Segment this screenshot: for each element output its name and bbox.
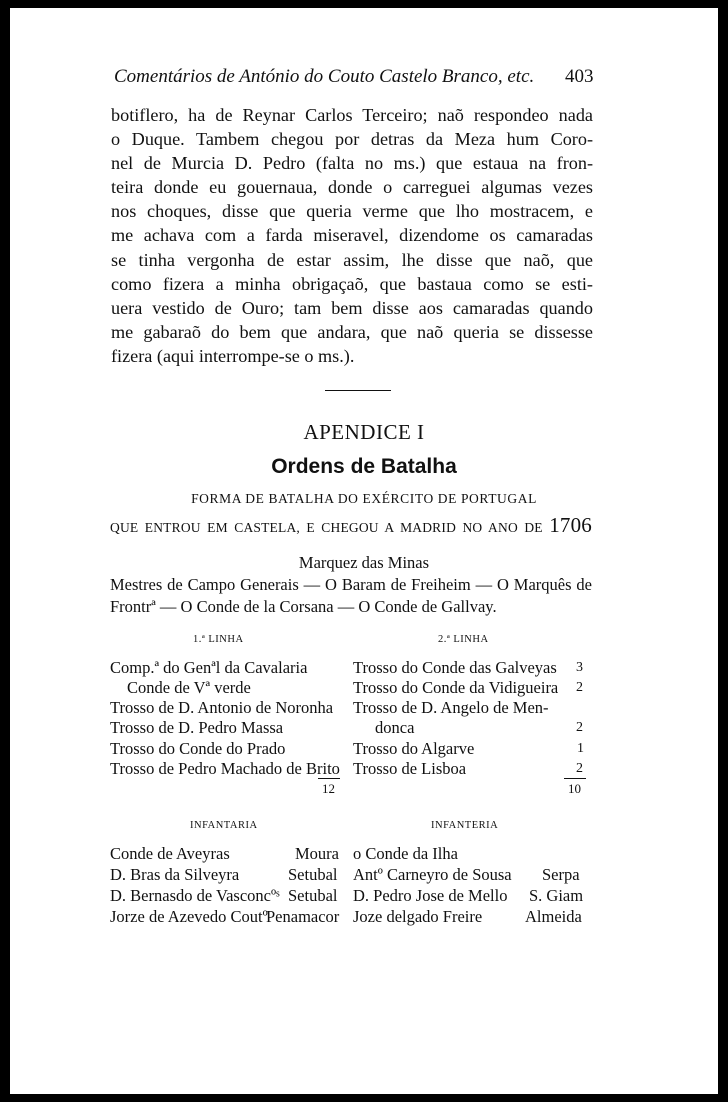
infantaria2-name: D. Pedro Jose de Mello: [353, 886, 508, 905]
infantaria2-name: Joze delgado Freire: [353, 907, 483, 926]
infantaria1-place: Moura: [295, 844, 339, 863]
linha2-count: 2: [576, 761, 583, 776]
body-line: o Duque. Tambem chegou por detras da Meza hum Coro-: [111, 129, 593, 150]
infantaria1-place: Setubal: [288, 886, 338, 905]
body-line: me achava com a farda miseravel, dizendome os camaradas: [111, 225, 593, 246]
caption-line-2: [110, 513, 592, 538]
infantaria1-title: INFANTARIA: [190, 820, 258, 831]
linha2-row: Trosso de Lisboa: [353, 759, 467, 778]
infantaria2-title: INFANTERIA: [431, 820, 499, 831]
infantaria1-name: Conde de Aveyras: [110, 844, 230, 863]
caption-line-2-text: QUE ENTROU EM CASTELA, E CHEGOU A MADRID NO ANO DE: [110, 520, 543, 535]
section-divider: [325, 390, 391, 391]
linha2-row: Trosso de D. Angelo de Men-: [353, 698, 549, 717]
infantaria1-place: Penamacor: [266, 907, 340, 926]
linha2-count: 2: [576, 720, 583, 735]
caption-year: 1706: [549, 513, 592, 537]
linha1-row: Trosso do Conde do Prado: [110, 739, 286, 758]
body-line: teira donde eu gouernaua, donde o carreguei algumas vezes: [111, 177, 593, 198]
body-paragraph: [111, 103, 593, 368]
infantaria1-place: Setubal: [288, 865, 338, 884]
infantaria2-place: Almeida: [525, 907, 582, 926]
body-line: uera vestido de Ouro; tam bem disse aos camaradas quando: [111, 297, 593, 318]
linha1-title: 1.ª LINHA: [193, 634, 244, 645]
infantaria2-place: S. Giam: [529, 886, 584, 905]
linha2-count: 1: [577, 741, 584, 756]
infantaria2-name: Antº Carneyro de Sousa: [353, 865, 512, 884]
body-line: nel de Murcia D. Pedro (falta no ms.) que estaua na fron-: [111, 153, 593, 174]
linha2-title: 2.ª LINHA: [438, 634, 489, 645]
infantaria1-name: D. Bras da Silveyra: [110, 865, 240, 884]
body-line: como fizera a minha obrigaçaõ, que bastaua como se esti-: [111, 273, 593, 294]
mestres-line-1: Mestres de Campo Generais — O Baram de Freiheim — O Marquês de: [110, 575, 592, 594]
linha2-row: Trosso do Conde da Vidigueira: [353, 678, 559, 697]
appendix-subheading: Ordens de Batalha: [271, 455, 457, 478]
body-line: me gabaraõ do bem que andara, que naõ queria se dissesse: [111, 321, 593, 342]
infantaria1-name: D. Bernasdo de Vasconcºˢ: [110, 886, 280, 905]
linha1-total-rule: [318, 778, 340, 779]
running-title: Comentários de António do Couto Castelo Branco, etc.: [114, 66, 535, 87]
linha1-row: Comp.ª do Genªl da Cavalaria: [110, 658, 308, 677]
linha1-total: 12: [322, 781, 335, 796]
infantaria2-place: Serpa: [542, 865, 580, 884]
body-line: fizera (aqui interrompe-se o ms.).: [111, 345, 355, 366]
linha1-row: Trosso de D. Pedro Massa: [110, 718, 284, 737]
mestres-line-2: Frontrª — O Conde de la Corsana — O Conde de Gallvay.: [110, 597, 497, 616]
linha1-row: Trosso de D. Antonio de Noronha: [110, 698, 334, 717]
caption-line-1: FORMA DE BATALHA DO EXÉRCITO DE PORTUGAL: [191, 491, 537, 506]
linha2-count: 2: [576, 680, 583, 695]
body-line: se tinha vergonha de estar assim, lhe disse que naõ, que: [111, 249, 593, 270]
linha2-row: Trosso do Algarve: [353, 739, 475, 758]
book-page: [10, 8, 718, 1094]
infantaria1-name: Jorze de Azevedo Coutº: [110, 907, 268, 926]
linha2-row: Trosso do Conde das Galveyas: [353, 658, 557, 677]
linha1-row: Trosso de Pedro Machado de Brito: [110, 759, 340, 778]
linha1-row: Conde de Vª verde: [127, 678, 251, 697]
page-number: 403: [565, 66, 594, 87]
infantaria2-name: o Conde da Ilha: [353, 844, 458, 863]
commander: Marquez das Minas: [298, 553, 430, 572]
body-line: nos choques, disse que queria verme que lho mostracem, e: [111, 201, 593, 222]
appendix-heading: APENDICE I: [303, 420, 425, 444]
linha2-total: 10: [568, 781, 581, 796]
linha2-count: 3: [576, 660, 583, 675]
linha2-total-rule: [564, 778, 586, 779]
body-line: botiflero, ha de Reynar Carlos Terceiro; naõ respondeo nada: [111, 105, 593, 125]
linha2-row: donca: [375, 718, 415, 737]
